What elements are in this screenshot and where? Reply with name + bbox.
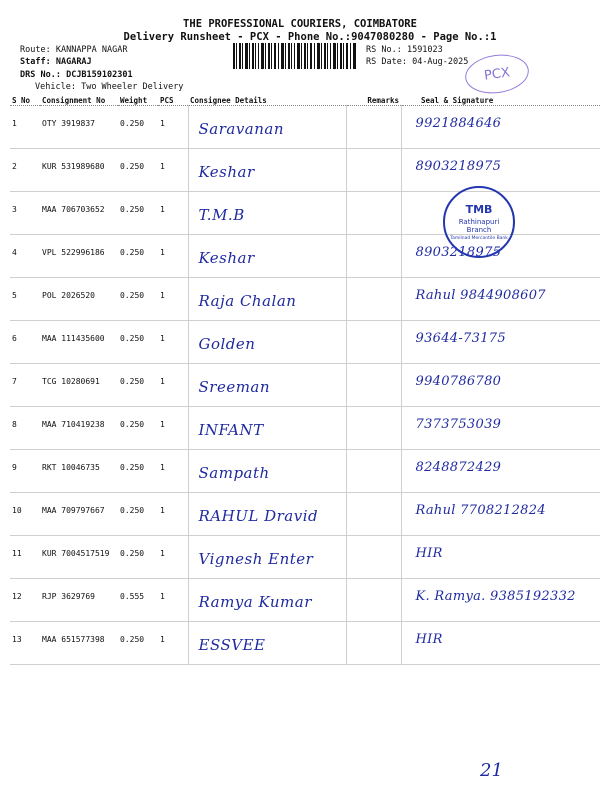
signature-cell	[401, 536, 600, 579]
col-sno: S No	[10, 95, 40, 106]
sno-cell: 1	[10, 106, 40, 149]
remarks-cell	[346, 278, 401, 321]
consignee-cell	[188, 106, 346, 149]
signature-cell	[401, 364, 600, 407]
consignee-cell	[188, 579, 346, 622]
pcs-cell: 1	[158, 321, 188, 364]
signature-handwriting: Rahul 7708212824	[415, 503, 546, 518]
consignment-cell: MAA 710419238	[40, 407, 118, 450]
rs-date-label: RS Date:	[366, 57, 407, 67]
sno-cell: 13	[10, 622, 40, 665]
consignee-handwriting: RAHUL Dravid	[198, 507, 319, 525]
consignee-cell	[188, 321, 346, 364]
rs-no-line	[366, 45, 443, 55]
consignment-cell: KUR 7004517519	[40, 536, 118, 579]
pcs-cell: 1	[158, 493, 188, 536]
signature-cell	[401, 493, 600, 536]
consignee-handwriting: Raja Chalan	[198, 292, 297, 310]
weight-cell: 0.250	[118, 364, 158, 407]
consignee-cell	[188, 192, 346, 235]
signature-handwriting: 8903218975	[415, 245, 502, 260]
consignment-cell: MAA 709797667	[40, 493, 118, 536]
remarks-cell	[346, 450, 401, 493]
remarks-cell	[346, 149, 401, 192]
pcs-cell: 1	[158, 450, 188, 493]
consignment-cell: KUR 531989680	[40, 149, 118, 192]
table-row	[10, 622, 600, 665]
sno-cell: 12	[10, 579, 40, 622]
consignee-handwriting: Vignesh Enter	[198, 550, 314, 568]
signature-cell	[401, 321, 600, 364]
table-row	[10, 278, 600, 321]
remarks-cell	[346, 106, 401, 149]
route-value: KANNAPPA NAGAR	[55, 45, 128, 55]
signature-handwriting: 9921884646	[415, 116, 502, 131]
table-row	[10, 536, 600, 579]
signature-handwriting: K. Ramya. 9385192332	[415, 589, 576, 604]
rs-no-label: RS No.:	[366, 45, 402, 55]
consignment-cell: RJP 3629769	[40, 579, 118, 622]
consignee-handwriting: Keshar	[198, 163, 255, 181]
table-header-row	[10, 95, 600, 106]
handwritten-page-number: 21	[480, 760, 503, 781]
col-signature: Seal & Signature	[401, 95, 600, 106]
table-row	[10, 493, 600, 536]
signature-handwriting: 8248872429	[415, 460, 502, 475]
weight-cell: 0.250	[118, 192, 158, 235]
tmb-branch-line2: Branch	[466, 226, 492, 234]
remarks-cell	[346, 579, 401, 622]
runsheet-table	[10, 95, 600, 665]
signature-handwriting: 9940786780	[415, 374, 502, 389]
remarks-cell	[346, 407, 401, 450]
sno-cell: 8	[10, 407, 40, 450]
sno-cell: 6	[10, 321, 40, 364]
consignee-handwriting: ESSVEE	[198, 636, 266, 654]
signature-cell	[401, 622, 600, 665]
sno-cell: 10	[10, 493, 40, 536]
staff-label: Staff:	[20, 57, 51, 67]
vehicle-label: Vehicle:	[35, 82, 76, 92]
route-line	[20, 45, 128, 55]
pcs-cell: 1	[158, 149, 188, 192]
pcs-cell: 1	[158, 364, 188, 407]
consignee-cell	[188, 149, 346, 192]
company-title: THE PROFESSIONAL COURIERS, COIMBATORE	[183, 18, 417, 30]
consignment-cell: RKT 10046735	[40, 450, 118, 493]
consignee-handwriting: T.M.B	[198, 206, 245, 224]
weight-cell: 0.250	[118, 278, 158, 321]
pcx-stamp: PCX	[463, 51, 532, 98]
col-weight: Weight	[118, 95, 158, 106]
sno-cell: 3	[10, 192, 40, 235]
signature-cell	[401, 579, 600, 622]
pcs-cell: 1	[158, 579, 188, 622]
sno-cell: 7	[10, 364, 40, 407]
vehicle-value: Two Wheeler Delivery	[81, 82, 184, 92]
signature-cell	[401, 450, 600, 493]
consignment-cell: MAA 651577398	[40, 622, 118, 665]
weight-cell: 0.250	[118, 536, 158, 579]
table-row	[10, 407, 600, 450]
weight-cell: 0.250	[118, 321, 158, 364]
vehicle-line	[35, 82, 183, 92]
consignee-cell	[188, 278, 346, 321]
pcs-cell: 1	[158, 407, 188, 450]
drs-line	[20, 70, 133, 80]
consignee-handwriting: INFANT	[198, 421, 264, 439]
weight-cell: 0.250	[118, 450, 158, 493]
tmb-logo: TMB	[465, 203, 493, 216]
sno-cell: 2	[10, 149, 40, 192]
consignee-handwriting: Sampath	[198, 464, 270, 482]
pcs-cell: 1	[158, 278, 188, 321]
tmb-ring-text: Tamilnad Mercantile Bank	[450, 236, 508, 241]
consignee-cell	[188, 450, 346, 493]
tmb-branch-line1: Rathinapuri	[458, 218, 500, 226]
rs-date-line	[366, 57, 468, 67]
consignment-cell: MAA 706703652	[40, 192, 118, 235]
consignee-handwriting: Ramya Kumar	[198, 593, 312, 611]
consignee-cell	[188, 364, 346, 407]
consignee-cell	[188, 407, 346, 450]
col-pcs: PCS	[158, 95, 188, 106]
staff-value: NAGARAJ	[55, 57, 92, 67]
rs-no-value: 1591023	[406, 45, 443, 55]
table-row	[10, 364, 600, 407]
signature-handwriting: Rahul 9844908607	[415, 288, 546, 303]
table-row	[10, 321, 600, 364]
weight-cell: 0.250	[118, 106, 158, 149]
signature-cell	[401, 106, 600, 149]
signature-handwriting: HIR	[415, 546, 443, 561]
consignment-cell: VPL 522996186	[40, 235, 118, 278]
remarks-cell	[346, 493, 401, 536]
pcs-cell: 1	[158, 106, 188, 149]
table-row	[10, 149, 600, 192]
signature-handwriting: HIR	[415, 632, 443, 647]
consignee-cell	[188, 622, 346, 665]
sno-cell: 11	[10, 536, 40, 579]
consignment-cell: OTY 3919837	[40, 106, 118, 149]
staff-line	[20, 57, 92, 67]
signature-handwriting: 7373753039	[415, 417, 502, 432]
signature-handwriting: 93644-73175	[415, 331, 506, 346]
weight-cell: 0.250	[118, 407, 158, 450]
sno-cell: 4	[10, 235, 40, 278]
consignment-cell: POL 2026520	[40, 278, 118, 321]
consignment-cell: TCG 10280691	[40, 364, 118, 407]
col-consignment: Consignment No	[40, 95, 118, 106]
weight-cell: 0.250	[118, 622, 158, 665]
col-consignee: Consignee Details	[188, 95, 346, 106]
drs-label: DRS No.:	[20, 70, 61, 80]
table-row	[10, 579, 600, 622]
signature-handwriting: 8903218975	[415, 159, 502, 174]
remarks-cell	[346, 622, 401, 665]
consignee-handwriting: Sreeman	[198, 378, 271, 396]
tmb-bank-seal	[443, 186, 515, 258]
remarks-cell	[346, 364, 401, 407]
runsheet-subtitle: Delivery Runsheet - PCX - Phone No.:9047080280 - Page No.:1	[123, 31, 497, 43]
sno-cell: 5	[10, 278, 40, 321]
consignee-cell	[188, 493, 346, 536]
consignee-handwriting: Keshar	[198, 249, 255, 267]
pcs-cell: 1	[158, 622, 188, 665]
table-row	[10, 450, 600, 493]
pcs-cell: 1	[158, 235, 188, 278]
route-label: Route:	[20, 45, 51, 55]
remarks-cell	[346, 321, 401, 364]
consignee-cell	[188, 536, 346, 579]
consignee-handwriting: Saravanan	[198, 120, 285, 138]
weight-cell: 0.250	[118, 235, 158, 278]
barcode-image	[233, 43, 357, 69]
remarks-cell	[346, 536, 401, 579]
weight-cell: 0.250	[118, 149, 158, 192]
consignee-handwriting: Golden	[198, 335, 256, 353]
pcs-cell: 1	[158, 192, 188, 235]
remarks-cell	[346, 192, 401, 235]
rs-date-value: 04-Aug-2025	[412, 57, 469, 67]
signature-cell	[401, 407, 600, 450]
weight-cell: 0.555	[118, 579, 158, 622]
consignee-cell	[188, 235, 346, 278]
consignment-cell: MAA 111435600	[40, 321, 118, 364]
signature-cell	[401, 278, 600, 321]
table-row	[10, 106, 600, 149]
table-row	[10, 235, 600, 278]
remarks-cell	[346, 235, 401, 278]
weight-cell: 0.250	[118, 493, 158, 536]
pcs-cell: 1	[158, 536, 188, 579]
signature-cell	[401, 149, 600, 192]
col-remarks: Remarks	[346, 95, 401, 106]
drs-value: DCJB159102301	[66, 70, 133, 80]
sno-cell: 9	[10, 450, 40, 493]
